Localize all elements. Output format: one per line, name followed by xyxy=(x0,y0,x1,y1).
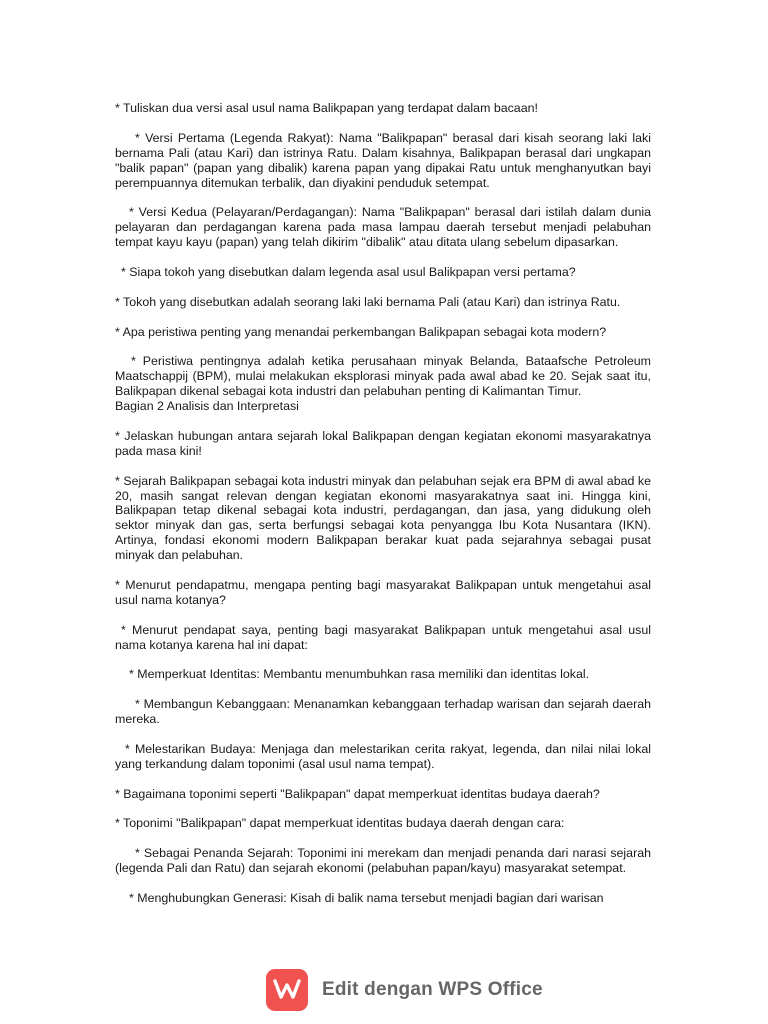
answer-6: * Toponimi "Balikpapan" dapat memperkuat identitas budaya daerah dengan cara: xyxy=(115,816,565,831)
question-5: * Menurut pendapatmu, mengapa penting bagi masyarakat Balikpapan untuk mengetahui asal usul nama kotanya? xyxy=(115,577,651,607)
answer-5-point-3: * Melestarikan Budaya: Menjaga dan melestarikan cerita rakyat, legenda, dan nilai nilai lokal yang terkandung dalam toponimi (asal usul nama tempat). xyxy=(115,741,651,771)
wps-edit-banner[interactable] xyxy=(266,968,543,1012)
question-4: * Jelaskan hubungan antara sejarah lokal Balikpapan dengan kegiatan ekonomi masyarakatnya pada masa kini! xyxy=(115,428,651,458)
answer-3: * Peristiwa pentingnya adalah ketika perusahaan minyak Belanda, Bataafsche Petroleum Maatschappij (BPM), mulai melakukan eksplorasi minyak pada awal abad ke 20. Sejak saat itu, Balikpapan dikenal sebagai kota industri dan pelabuhan penting di Kalimantan Timur. xyxy=(115,354,651,399)
wps-edit-label[interactable]: Edit dengan WPS Office xyxy=(322,979,543,1000)
answer-5-point-2: * Membangun Kebanggaan: Menanamkan kebanggaan terhadap warisan dan sejarah daerah mereka. xyxy=(115,697,651,727)
document-page xyxy=(115,101,651,921)
answer-5: * Menurut pendapat saya, penting bagi masyarakat Balikpapan untuk mengetahui asal usul nama kotanya karena hal ini dapat: xyxy=(115,622,651,652)
question-6: * Bagaimana toponimi seperti "Balikpapan" dapat memperkuat identitas budaya daerah? xyxy=(115,786,600,801)
question-2: * Siapa tokoh yang disebutkan dalam legenda asal usul Balikpapan versi pertama? xyxy=(121,265,576,280)
answer-6-point-1: * Sebagai Penanda Sejarah: Toponimi ini merekam dan menjadi penanda dari narasi sejarah (legenda Pali dan Ratu) dan sejarah ekonomi (pelabuhan papan/kayu) masyarakat setempat. xyxy=(115,846,651,876)
question-3: * Apa peristiwa penting yang menandai perkembangan Balikpapan sebagai kota modern? xyxy=(115,324,607,339)
answer-6-point-2: * Menghubungkan Generasi: Kisah di balik nama tersebut menjadi bagian dari warisan xyxy=(129,890,604,905)
answer-1b: * Versi Kedua (Pelayaran/Perdagangan): Nama "Balikpapan" berasal dari istilah dalam dunia pelayaran dan perdagangan karena pada masa lampau daerah tersebut menjadi pelabuhan tempat kayu kayu (papan) yang telah dikirim "dibalik" atau ditata ulang sebelum dipasarkan. xyxy=(115,205,651,250)
answer-1a: * Versi Pertama (Legenda Rakyat): Nama "Balikpapan" berasal dari kisah seorang laki laki bernama Pali (atau Kari) dan istrinya Ratu. Dalam kisahnya, Balikpapan berasal dari ungkapan "balik papan" (papan yang dibalik) karena papan yang dipakai Ratu untuk menghanyutkan bayi perempuannya ditemukan terbalik, dan diyakini penduduk setempat. xyxy=(115,130,651,190)
question-1: * Tuliskan dua versi asal usul nama Balikpapan yang terdapat dalam bacaan! xyxy=(115,101,538,115)
answer-2: * Tokoh yang disebutkan adalah seorang laki laki bernama Pali (atau Kari) dan istrinya Ratu. xyxy=(115,294,621,309)
answer-5-point-1: * Memperkuat Identitas: Membantu menumbuhkan rasa memiliki dan identitas lokal. xyxy=(129,667,590,682)
answer-4: * Sejarah Balikpapan sebagai kota industri minyak dan pelabuhan sejak era BPM di awal abad ke 20, masih sangat relevan dengan kegiatan ekonomi masyarakatnya saat ini. Hingga kini, Balikpapan tetap dikenal sebagai kota industri, perdagangan, dan jasa, yang didukung oleh sektor minyak dan gas, serta berfungsi sebagai kota penyangga Ibu Kota Nusantara (IKN). Artinya, fondasi ekonomi modern Balikpapan berakar kuat pada sejarahnya sebagai pusat minyak dan pelabuhan. xyxy=(115,473,651,563)
section-heading: Bagian 2 Analisis dan Interpretasi xyxy=(115,399,299,414)
wps-office-icon[interactable] xyxy=(266,969,308,1011)
